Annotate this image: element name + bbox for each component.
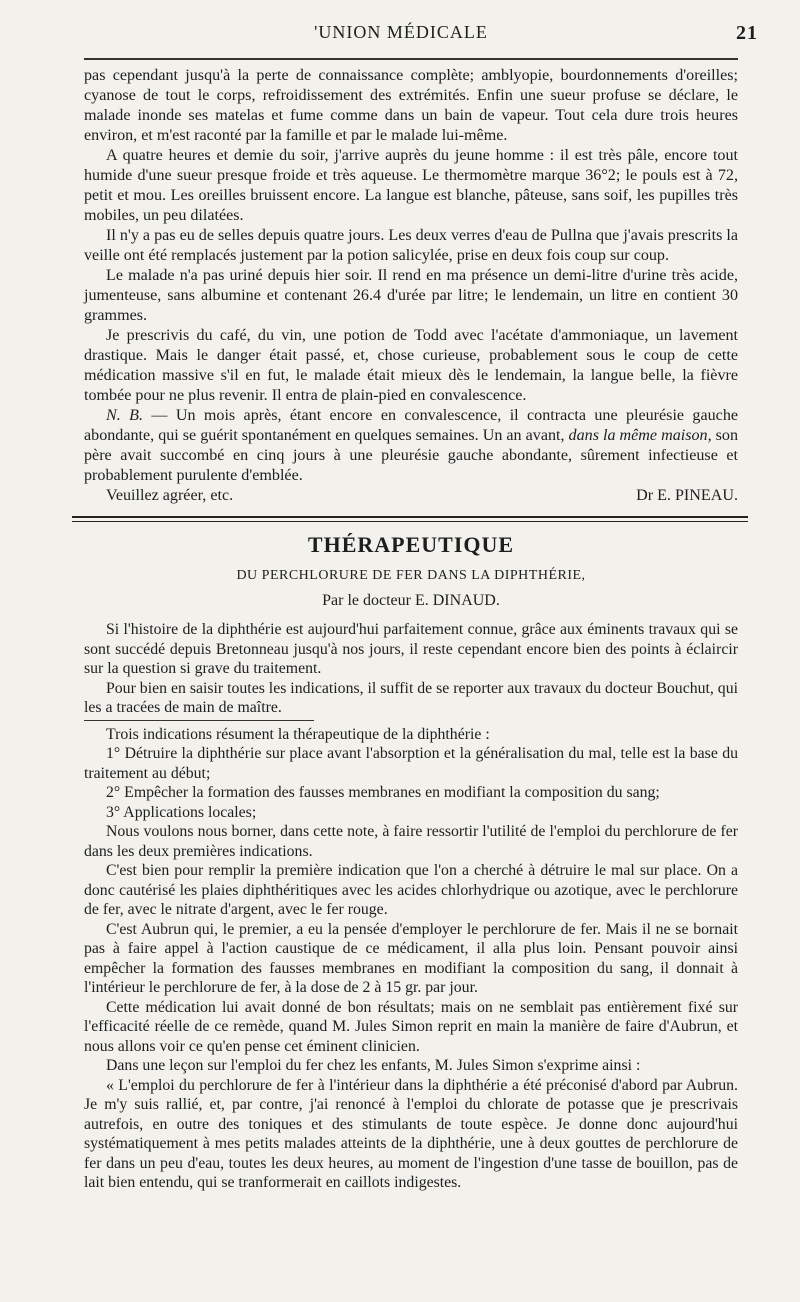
nb-label: N. B.	[106, 407, 143, 424]
page-number: 21	[736, 22, 758, 44]
running-head	[84, 22, 758, 50]
paragraph: Pour bien en saisir toutes les indications, il suffit de se reporter aux travaux du docteur Bouchut, qui les a tracées de main de maître.	[84, 679, 738, 716]
article-title: DU PERCHLORURE DE FER DANS LA DIPHTHÉRIE,	[236, 568, 586, 583]
paragraph: Nous voulons nous borner, dans cette note, à faire ressortir l'utilité de l'emploi du perchlorure de fer dans les deux premières indications.	[84, 823, 738, 860]
paragraph: Le malade n'a pas uriné depuis hier soir. Il rend en ma présence un demi-litre d'urine très acide, jumenteuse, sans albumine et contenant 26.4 d'urée par litre; le lendemain, un litre en contient 30 grammes.	[84, 267, 738, 324]
header-rule	[84, 58, 738, 60]
byline: Par le docteur E. DINAUD.	[322, 592, 500, 609]
closing: Veuillez agréer, etc.	[106, 487, 234, 504]
nb-paragraph	[84, 406, 738, 486]
nb-text: — Un mois après, étant encore en convalescence, il contracta une pleurésie gauche abondante, qui se guérit spontanément en quelques semaines. Un an avant,	[84, 407, 739, 444]
paragraph: C'est Aubrun qui, le premier, a eu la pensée d'employer le perchlorure de fer. Mais il ne se bornait pas à faire appel à l'action caustique de ce médicament, il alla plus loin. Pensant pouvoir ainsi empêcher la formation des fausses membranes en modifiant la composition du sang, il donnait à l'intérieur le perchlorure de fer, à la dose de 2 à 15 gr. par jour.	[84, 920, 738, 996]
signoff	[84, 486, 738, 506]
list-item: 3° Applications locales;	[106, 803, 257, 821]
letter-body	[84, 66, 738, 506]
paragraph: pas cependant jusqu'à la perte de connaissance complète; amblyopie, bourdonnements d'oreilles; cyanose de tout le corps, refroidissement des extrémités. Enfin une sueur profuse se déclare, le malade inonde ses matelas et fume comme dans un bain de vapeur. Tout cela dure trois heures environ, et m'est raconté par la famille et par le malade lui-même.	[84, 67, 738, 144]
list-item: 2° Empêcher la formation des fausses membranes en modifiant la composition du sang;	[106, 784, 660, 801]
paragraph: Trois indications résument la thérapeutique de la diphthérie :	[106, 725, 490, 743]
paragraph: Cette médication lui avait donné de bon résultats; mais on ne semblait pas entièrement fixé sur l'efficacité réelle de ce remède, quand M. Jules Simon reprit en main la manière de faire d'Aubrun, et nous allons voir ce qu'en pense cet éminent clinicien.	[84, 998, 738, 1055]
nb-text-2: son père avait succombé en cinq jours à une pleurésie gauche abondante, sûrement infectieuse et probablement purulente d'emblée.	[84, 427, 739, 484]
article-body	[84, 620, 738, 1193]
paragraph: Il n'y a pas eu de selles depuis quatre jours. Les deux verres d'eau de Pullna que j'avais prescrits la veille ont été remplacés justement par la potion salicylée, prise en deux fois coup sur coup.	[84, 227, 738, 264]
paragraph: A quatre heures et demie du soir, j'arrive auprès du jeune homme : il est très pâle, encore tout humide d'une sueur presque froide et très aqueuse. Le thermomètre marque 36°2; le pouls est à 72, petit et mou. Les oreilles bruissent encore. La langue est blanche, pâteuse, sans soif, les pupilles très mobiles, un peu dilatées.	[84, 147, 738, 224]
short-rule	[84, 720, 314, 721]
paragraph: Je prescrivis du café, du vin, une potion de Todd avec l'acétate d'ammoniaque, un lavement drastique. Mais le danger était passé, et, chose curieuse, probablement sous le coup de cette médication massive s'il en fut, le malade était mieux dès le lendemain, la langue belle, la fièvre tombée pour ne plus revenir. Il entra de plain-pied en convalescence.	[84, 327, 738, 404]
paragraph: Si l'histoire de la diphthérie est aujourd'hui parfaitement connue, grâce aux éminents travaux qui se sont succédé depuis Bretonneau jusqu'à nos jours, il reste cependant encore bien des points à éclaircir sur la question si grave du traitement.	[84, 621, 738, 677]
section-title: THÉRAPEUTIQUE	[307, 532, 515, 557]
paragraph: Dans une leçon sur l'emploi du fer chez les enfants, M. Jules Simon s'exprime ainsi :	[106, 1057, 641, 1074]
quotation: « L'emploi du perchlorure de fer à l'intérieur dans la diphthérie a été préconisé d'abord par Aubrun. Je m'y suis rallié, et, par contre, j'ai renoncé à l'emploi du chlorate de potasse que je prescrivais autrefois, en outre des toniques et des stimulants de toute espèce. Je donne donc aujourd'hui systématiquement à mes petits malades atteints de la diphthérie, une à deux gouttes de perchlorure de fer dans un peu d'eau, toutes les deux heures, au moment de l'ingestion d'une tasse de bouillon, pas de lait bien entendu, qui se tranformerait en caillots indigestes.	[84, 1076, 738, 1191]
signature: Dr E. PINEAU.	[636, 487, 738, 504]
section-divider	[72, 516, 748, 522]
journal-title: 'UNION MÉDICALE	[314, 22, 488, 42]
paragraph: C'est bien pour remplir la première indication que l'on a cherché à détruire le mal sur place. On a donc cautérisé les plaies diphthéritiques avec les acides chlorhydrique ou azotique, avec le perchlorure de fer, avec le nitrate d'argent, avec le fer rouge.	[84, 862, 738, 918]
nb-italic: dans la même maison,	[568, 427, 712, 444]
list-item: 1° Détruire la diphthérie sur place avant l'absorption et la généralisation du mal, telle est la base du traitement au début;	[84, 745, 738, 782]
